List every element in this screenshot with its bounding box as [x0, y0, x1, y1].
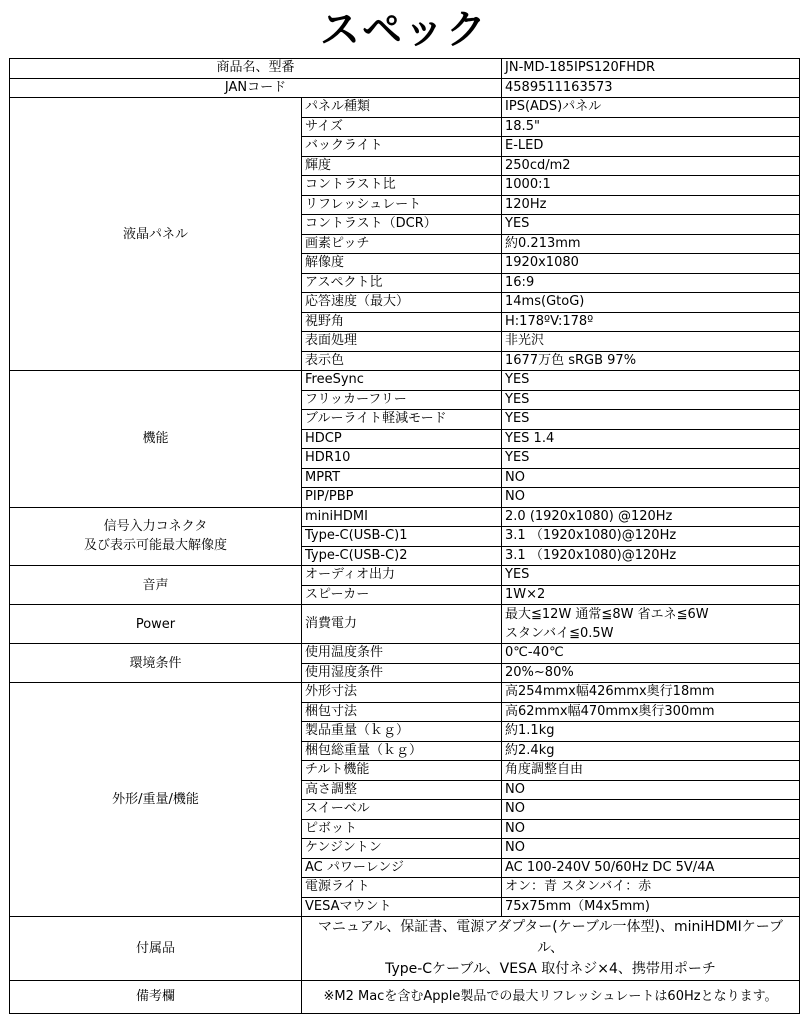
- section-category: [10, 605, 302, 644]
- spec-value: [502, 195, 800, 215]
- spec-item: チルト機能: [302, 761, 502, 781]
- spec-value-line: YES: [505, 411, 530, 427]
- accessories-label: 付属品: [10, 917, 302, 981]
- spec-value-line: 18.5": [505, 118, 540, 134]
- spec-item: miniHDMI: [302, 507, 502, 527]
- spec-value-line: NO: [505, 489, 525, 505]
- spec-value-line: YES: [505, 391, 530, 407]
- table-row: [10, 917, 800, 981]
- spec-value-line: NO: [505, 781, 525, 797]
- spec-item: AC パワーレンジ: [302, 858, 502, 878]
- spec-value: [502, 741, 800, 761]
- spec-value: [502, 410, 800, 430]
- spec-value: [502, 449, 800, 469]
- spec-value: [502, 156, 800, 176]
- spec-item: スピーカー: [302, 585, 502, 605]
- spec-value-line: YES: [505, 450, 530, 466]
- spec-value: [502, 566, 800, 586]
- spec-label: JANコード: [10, 78, 502, 98]
- spec-value-line: 14ms(GtoG): [505, 294, 585, 310]
- spec-item: リフレッシュレート: [302, 195, 502, 215]
- spec-value: [502, 137, 800, 157]
- spec-item: 表示色: [302, 351, 502, 371]
- remarks-value: ※M2 Macを含むApple製品での最大リフレッシュレートは60Hzとなります。: [302, 981, 800, 1014]
- spec-value-line: YES: [505, 567, 530, 583]
- section-category-line: 信号入力コネクタ: [103, 519, 208, 535]
- spec-value: [502, 234, 800, 254]
- section-category: [10, 98, 302, 371]
- spec-item: コントラスト比: [302, 176, 502, 196]
- spec-value-line: NO: [505, 820, 525, 836]
- spec-value-line: 16:9: [505, 274, 535, 290]
- section-category: [10, 683, 302, 917]
- spec-value: [502, 683, 800, 703]
- spec-value-line: 角度調整自由: [505, 762, 584, 778]
- table-row: [10, 507, 800, 527]
- spec-value-line: 高62mmx幅470mmx奥行300mm: [505, 703, 715, 719]
- spec-value-line: 75x75mm（M4x5mm): [505, 898, 650, 914]
- spec-value-line: 3.1 （1920x1080)@120Hz: [505, 547, 677, 563]
- spec-value: [502, 722, 800, 742]
- spec-value: [502, 839, 800, 859]
- spec-value-line: 0℃-40℃: [505, 645, 564, 661]
- spec-value: [502, 215, 800, 235]
- spec-value: [502, 800, 800, 820]
- spec-item: ケンジントン: [302, 839, 502, 859]
- spec-value-line: 1920x1080: [505, 255, 579, 271]
- spec-value: [502, 254, 800, 274]
- spec-value-line: 1W×2: [505, 586, 546, 602]
- table-row: [10, 98, 800, 118]
- table-row: [10, 566, 800, 586]
- spec-value-line: 20%~80%: [505, 664, 574, 680]
- spec-item: 解像度: [302, 254, 502, 274]
- section-category-line: 及び表示可能最大解像度: [83, 538, 227, 554]
- spec-item: 外形寸法: [302, 683, 502, 703]
- section-category: [10, 371, 302, 508]
- section-category-line: 機能: [142, 431, 169, 447]
- spec-value: [502, 390, 800, 410]
- spec-value: [502, 897, 800, 917]
- spec-item: 梱包総重量（ｋｇ）: [302, 741, 502, 761]
- table-row: [10, 605, 800, 644]
- spec-value-line: NO: [505, 801, 525, 817]
- section-category: [10, 566, 302, 605]
- spec-value: [502, 488, 800, 508]
- spec-item: 応答速度（最大）: [302, 293, 502, 313]
- spec-value-line: 非光沢: [505, 333, 545, 349]
- spec-value-line: YES: [505, 216, 530, 232]
- spec-value-line: 120Hz: [505, 196, 547, 212]
- spec-value: [502, 429, 800, 449]
- table-row: [10, 644, 800, 664]
- spec-value: [502, 878, 800, 898]
- spec-item: コントラスト（DCR）: [302, 215, 502, 235]
- spec-label: 商品名、型番: [10, 59, 502, 79]
- section-category-line: 音声: [142, 577, 169, 593]
- spec-value: [502, 98, 800, 118]
- spec-item: 使用温度条件: [302, 644, 502, 664]
- spec-item: オーディオ出力: [302, 566, 502, 586]
- spec-value: 4589511163573: [502, 78, 800, 98]
- spec-item: 電源ライト: [302, 878, 502, 898]
- spec-item: HDR10: [302, 449, 502, 469]
- spec-value-line: E-LED: [505, 138, 544, 154]
- spec-value: JN-MD-185IPS120FHDR: [502, 59, 800, 79]
- spec-item: 画素ピッチ: [302, 234, 502, 254]
- spec-value: [502, 527, 800, 547]
- spec-value: [502, 663, 800, 683]
- spec-value: [502, 761, 800, 781]
- spec-item: PIP/PBP: [302, 488, 502, 508]
- spec-value-line: NO: [505, 469, 525, 485]
- spec-value-line: AC 100-240V 50/60Hz DC 5V/4A: [505, 859, 715, 875]
- spec-table: [9, 58, 800, 1014]
- spec-value-line: YES 1.4: [505, 430, 555, 446]
- spec-value-line: NO: [505, 840, 525, 856]
- spec-item: バックライト: [302, 137, 502, 157]
- spec-value: [502, 507, 800, 527]
- spec-value-line: YES: [505, 372, 530, 388]
- spec-value-line: 高254mmx幅426mmx奥行18mm: [505, 684, 715, 700]
- spec-value-line: 約0.213mm: [505, 235, 581, 251]
- page-title: スペック: [320, 7, 488, 53]
- spec-value: [502, 351, 800, 371]
- table-row: [10, 78, 800, 98]
- spec-item: Type-C(USB-C)1: [302, 527, 502, 547]
- spec-value: [502, 546, 800, 566]
- spec-value: [502, 332, 800, 352]
- section-category-line: Power: [135, 616, 176, 632]
- table-row: [10, 683, 800, 703]
- spec-item: 消費電力: [302, 605, 502, 644]
- spec-item: 表面処理: [302, 332, 502, 352]
- spec-value: [502, 117, 800, 137]
- spec-value: [502, 293, 800, 313]
- spec-item: MPRT: [302, 468, 502, 488]
- spec-value: [502, 273, 800, 293]
- spec-item: VESAマウント: [302, 897, 502, 917]
- spec-value-line: 250cd/m2: [505, 157, 571, 173]
- spec-item: ブルーライト軽減モード: [302, 410, 502, 430]
- spec-value: [502, 312, 800, 332]
- table-row: [10, 59, 800, 79]
- spec-item: ピボット: [302, 819, 502, 839]
- spec-value: [502, 605, 800, 644]
- spec-item: 使用湿度条件: [302, 663, 502, 683]
- section-category: [10, 644, 302, 683]
- spec-value-line: 最大≦12W 通常≦8W 省エネ≦6W: [505, 607, 709, 622]
- section-category-line: 液晶パネル: [122, 226, 188, 242]
- spec-item: FreeSync: [302, 371, 502, 391]
- spec-item: フリッカーフリー: [302, 390, 502, 410]
- spec-value-line: 約1.1kg: [505, 723, 555, 739]
- accessories-line: Type-Cケーブル、VESA 取付ネジ×4、携帯用ポーチ: [385, 961, 716, 977]
- spec-value-line: 約2.4kg: [505, 742, 555, 758]
- spec-item: HDCP: [302, 429, 502, 449]
- spec-item: 視野角: [302, 312, 502, 332]
- spec-item: スイーベル: [302, 800, 502, 820]
- spec-value: [502, 702, 800, 722]
- spec-value: [502, 858, 800, 878]
- spec-value-line: 1000:1: [505, 177, 551, 193]
- table-row: [10, 371, 800, 391]
- spec-value-line: スタンバイ≦0.5W: [505, 626, 614, 641]
- spec-item: 梱包寸法: [302, 702, 502, 722]
- accessories-value: [302, 917, 800, 981]
- spec-value-line: IPS(ADS)パネル: [505, 99, 602, 115]
- spec-value-line: 1677万色 sRGB 97%: [505, 352, 637, 368]
- spec-item: サイズ: [302, 117, 502, 137]
- spec-value: [502, 585, 800, 605]
- spec-value: [502, 644, 800, 664]
- remarks-label: 備考欄: [10, 981, 302, 1014]
- spec-item: 高さ調整: [302, 780, 502, 800]
- spec-item: アスペクト比: [302, 273, 502, 293]
- spec-value-line: 3.1 （1920x1080)@120Hz: [505, 528, 677, 544]
- section-category: [10, 507, 302, 566]
- spec-value: [502, 468, 800, 488]
- section-category-line: 環境条件: [129, 655, 182, 671]
- table-row: [10, 981, 800, 1014]
- spec-value: [502, 371, 800, 391]
- spec-value: [502, 780, 800, 800]
- spec-item: 製品重量（ｋｇ）: [302, 722, 502, 742]
- spec-value-line: オン：青 スタンバイ：赤: [505, 879, 652, 895]
- accessories-line: マニュアル、保証書、電源アダプター(ケーブル一体型)、miniHDMIケーブル、: [317, 919, 784, 956]
- spec-item: Type-C(USB-C)2: [302, 546, 502, 566]
- spec-value-line: H:178ºV:178º: [505, 313, 594, 329]
- spec-item: 輝度: [302, 156, 502, 176]
- spec-value: [502, 819, 800, 839]
- spec-item: パネル種類: [302, 98, 502, 118]
- spec-value: [502, 176, 800, 196]
- spec-value-line: 2.0 (1920x1080) @120Hz: [505, 508, 673, 524]
- section-category-line: 外形/重量/機能: [112, 792, 199, 807]
